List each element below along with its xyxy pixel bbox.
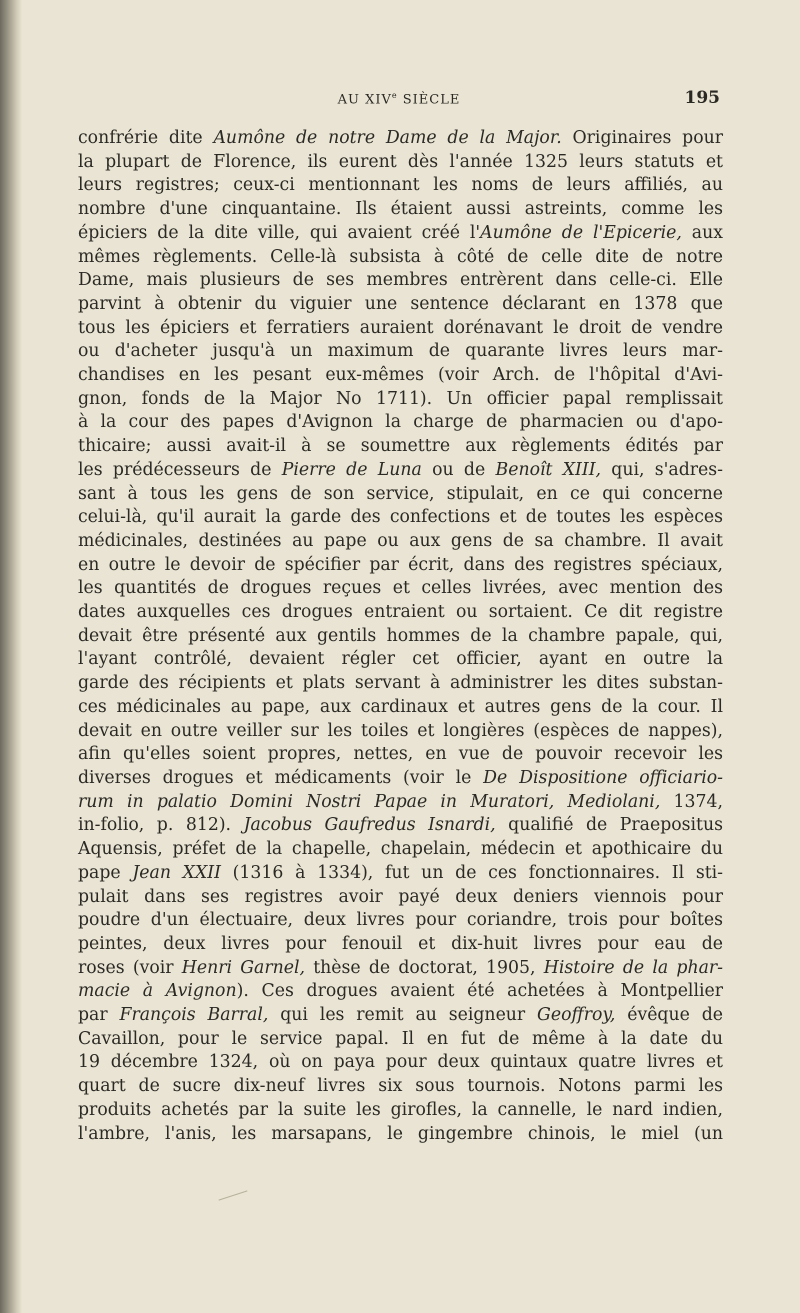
text-line (78, 886, 723, 910)
text-line (78, 1099, 723, 1123)
italic-text: Aumône de l'Epicerie, (480, 222, 682, 243)
text-line (78, 838, 723, 862)
text-line (78, 743, 723, 767)
text-line (78, 980, 723, 1004)
text-run: ou de (421, 459, 496, 480)
text-run: pulait dans ses registres avoir payé deux deniers viennois pour (78, 886, 723, 907)
text-run: celui-là, qu'il aurait la garde des confections et de toutes les espèces (78, 507, 723, 528)
text-line (78, 317, 723, 341)
text-line (78, 720, 723, 744)
text-line (78, 151, 723, 175)
text-run: évêque de (615, 1005, 723, 1026)
text-run: l'ambre, l'anis, les marsapans, le gingembre chinois, le miel (un (78, 1123, 723, 1144)
text-line (78, 767, 723, 791)
text-line (78, 814, 723, 838)
text-run: aux (681, 222, 723, 243)
text-line (78, 269, 723, 293)
text-line (78, 696, 723, 720)
text-run: chandises en les pesant eux-mêmes (voir Arch. de l'hôpital d'Avi- (78, 365, 723, 386)
text-line (78, 174, 723, 198)
text-run: produits achetés par la suite les girofles, la cannelle, le nard indien, (78, 1099, 723, 1120)
text-line (78, 483, 723, 507)
running-title (78, 91, 720, 107)
text-run: thicaire; aussi avait-il à se soumettre aux règlements édités par (78, 436, 723, 457)
text-line (78, 127, 723, 151)
text-line (78, 340, 723, 364)
text-line (78, 625, 723, 649)
italic-text: Jacobus Gaufredus Isnardi, (243, 815, 496, 836)
italic-text: macie à Avignon (78, 981, 237, 1002)
text-line (78, 222, 723, 246)
text-line (78, 909, 723, 933)
body-text (78, 127, 723, 1146)
text-run: en outre le devoir de spécifier par écrit, dans des registres spéciaux, (78, 554, 723, 575)
text-line (78, 1028, 723, 1052)
text-run: qui les remit au seigneur (268, 1005, 538, 1026)
text-run: qui, s'adres- (601, 459, 723, 480)
text-run: par (78, 1005, 120, 1026)
text-run: 19 décembre 1324, où on paya pour deux quintaux quatre livres et (78, 1052, 723, 1073)
text-line (78, 198, 723, 222)
text-line (78, 577, 723, 601)
italic-text: rum in palatio Domini Nostri Papae in Muratori, Mediolani, (78, 791, 661, 812)
decorative-mark (219, 1190, 248, 1200)
text-run: mêmes règlements. Celle-là subsista à côté de celle dite de notre (78, 246, 723, 267)
italic-text: De Dispositione officiario- (483, 767, 723, 788)
text-line (78, 1004, 723, 1028)
text-line (78, 388, 723, 412)
text-run: médicinales, destinées au pape ou aux gens de sa chambre. Il avait (78, 530, 723, 551)
text-run: pape (78, 862, 133, 883)
text-run: sant à tous les gens de son service, stipulait, en ce qui concerne (78, 483, 723, 504)
text-run: thèse de doctorat, 1905, (304, 957, 544, 978)
text-line (78, 459, 723, 483)
running-title-tail: SIÈCLE (397, 92, 461, 108)
running-title-superscript: e (391, 91, 398, 100)
running-title-text: AU XIV (337, 92, 392, 108)
text-line (78, 791, 723, 815)
text-line (78, 435, 723, 459)
text-run: peintes, deux livres pour fenouil et dix-huit livres pour eau de (78, 933, 723, 954)
text-line (78, 957, 723, 981)
text-run: garde des récipients et plats servant à administrer les dites substan- (78, 673, 723, 694)
text-line (78, 293, 723, 317)
italic-text: Henri Garnel, (181, 957, 305, 978)
text-run: Cavaillon, pour le service papal. Il en fut de même à la date du (78, 1028, 723, 1049)
text-run: quart de sucre dix-neuf livres six sous tournois. Notons parmi les (78, 1076, 723, 1097)
text-run: in-folio, p. 812). (78, 815, 244, 836)
text-run: roses (voir (78, 957, 182, 978)
italic-text: Benoît XIII, (495, 459, 602, 480)
text-run: Aquensis, préfet de la chapelle, chapelain, médecin et apothicaire du (78, 839, 723, 860)
text-line (78, 601, 723, 625)
text-run: nombre d'une cinquantaine. Ils étaient aussi astreints, comme les (78, 199, 723, 220)
italic-text: Geoffroy, (537, 1005, 616, 1026)
text-run: ). Ces drogues avaient été achetées à Montpellier (236, 981, 723, 1002)
text-run: épiciers de la dite ville, qui avaient créé l' (78, 222, 481, 243)
text-line (78, 506, 723, 530)
text-line (78, 862, 723, 886)
italic-text: Jean XXII (132, 862, 221, 883)
page-number: 195 (684, 88, 720, 108)
italic-text: Pierre de Luna (281, 459, 422, 480)
text-line (78, 530, 723, 554)
text-run: à la cour des papes d'Avignon la charge de pharmacien ou d'apo- (78, 412, 723, 433)
running-head (78, 88, 720, 112)
text-run: dates auxquelles ces drogues entraient ou sortaient. Ce dit registre (78, 602, 723, 623)
text-run: qualifié de Praepositus (495, 815, 723, 836)
text-run: les prédécesseurs de (78, 459, 282, 480)
text-line (78, 411, 723, 435)
text-run: devait en outre veiller sur les toiles et longières (espèces de nappes), (78, 720, 723, 741)
text-line (78, 1123, 723, 1147)
text-run: poudre d'un électuaire, deux livres pour coriandre, trois pour boîtes (78, 910, 723, 931)
text-run: afin qu'elles soient propres, nettes, en vue de pouvoir recevoir les (78, 744, 723, 765)
text-line (78, 364, 723, 388)
text-run: diverses drogues et médicaments (voir le (78, 767, 484, 788)
text-line (78, 672, 723, 696)
text-line (78, 554, 723, 578)
text-line (78, 1075, 723, 1099)
text-run: confrérie dite (78, 128, 214, 148)
text-run: leurs registres; ceux-ci mentionnant les noms de leurs affiliés, au (78, 175, 723, 196)
text-line (78, 933, 723, 957)
italic-text: Histoire de la phar- (543, 957, 723, 978)
text-line (78, 246, 723, 270)
italic-text: François Barral, (119, 1005, 269, 1026)
text-run: la plupart de Florence, ils eurent dès l'année 1325 leurs statuts et (78, 151, 723, 172)
text-run: (1316 à 1334), fut un de ces fonctionnaires. Il sti- (220, 862, 724, 883)
italic-text: Aumône de notre Dame de la Major. (213, 128, 562, 148)
text-run: parvint à obtenir du viguier une sentence déclarant en 1378 que (78, 293, 723, 314)
text-run: 1374, (660, 791, 723, 812)
text-run: gnon, fonds de la Major No 1711). Un officier papal remplissait (78, 388, 723, 409)
text-run: l'ayant contrôlé, devaient régler cet officier, ayant en outre la (78, 649, 723, 670)
text-run: tous les épiciers et ferratiers auraient dorénavant le droit de vendre (78, 317, 723, 338)
text-run: ces médicinales au pape, aux cardinaux et autres gens de la cour. Il (78, 696, 723, 717)
text-line (78, 1051, 723, 1075)
text-run: les quantités de drogues reçues et celles livrées, avec mention des (78, 578, 723, 599)
text-run: Dame, mais plusieurs de ses membres entrèrent dans celle-ci. Elle (78, 270, 723, 291)
text-run: Originaires pour (561, 128, 723, 148)
text-run: ou d'acheter jusqu'à un maximum de quarante livres leurs mar- (78, 341, 723, 362)
text-run: devait être présenté aux gentils hommes de la chambre papale, qui, (78, 625, 723, 646)
text-line (78, 648, 723, 672)
